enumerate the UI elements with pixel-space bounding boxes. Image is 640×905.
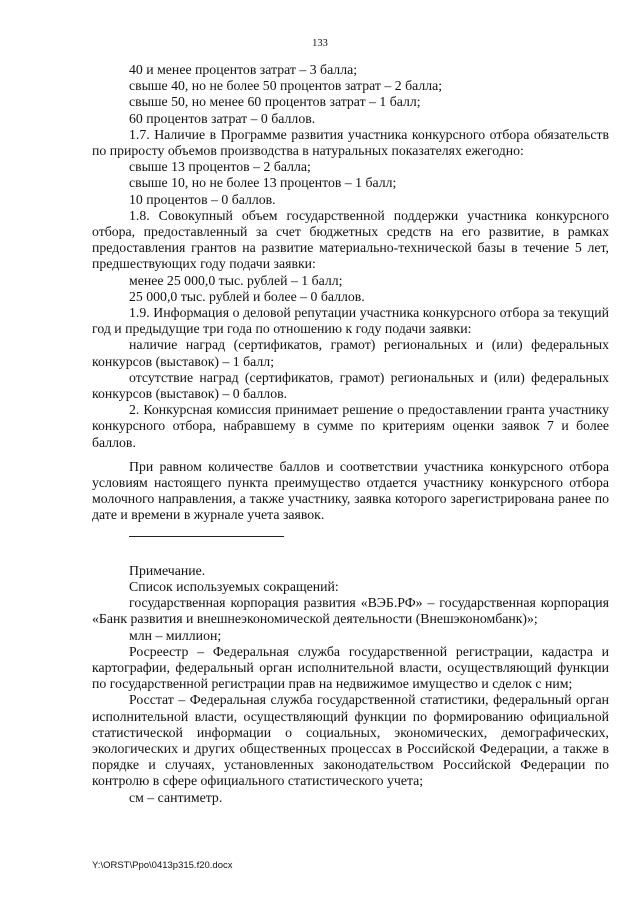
- note-section: [92, 563, 609, 806]
- criterion-heading-1-8: 1.8. Совокупный объем государственной поддержки участника конкурсного отбора, предоставленный за счет бюджетных средств на его развитие, в рамках предоставления грантов на развитие материально-технической базы в течение 5 лет, предшествующих году подачи заявки:: [92, 207, 609, 272]
- criterion-line: 60 процентов затрат – 0 баллов.: [129, 110, 316, 126]
- criterion-line: свыше 13 процентов – 2 балла;: [129, 159, 311, 175]
- abbreviation-item: Росреестр – Федеральная служба государственной регистрации, кадастра и картографии, федеральный орган исполнительной власти, осуществляющий функции по государственной регистрации прав на недвижимое имущество и сделок с ним;: [92, 643, 609, 692]
- note-title: Примечание.: [129, 562, 206, 578]
- criterion-line: 25 000,0 тыс. рублей и более – 0 баллов.: [129, 288, 365, 304]
- page-number: 133: [312, 38, 328, 49]
- abbreviation-item: см – сантиметр.: [129, 789, 223, 805]
- criterion-line: отсутствие наград (сертификатов, грамот) региональных и (или) федеральных конкурсов (выставок) – 0 баллов.: [92, 369, 609, 402]
- criterion-line: наличие наград (сертификатов, грамот) региональных и (или) федеральных конкурсов (выставок) – 1 балл;: [92, 337, 609, 369]
- abbreviation-item: государственная корпорация развития «ВЭБ.РФ» – государственная корпорация «Банк развития и внешнеэкономической деятельности (Внешэкономбанк)»;: [92, 595, 609, 627]
- separator-line: [129, 536, 284, 537]
- criterion-line: 10 процентов – 0 баллов.: [129, 191, 276, 207]
- criterion-heading-1-7: 1.7. Наличие в Программе развития участника конкурсного отбора обязательств по приросту объемов производства в натуральных показателях ежегодно:: [92, 126, 609, 159]
- abbreviation-item: млн – миллион;: [129, 627, 222, 643]
- file-path-footer: Y:\ORST\Ppo\0413p315.f20.docx: [92, 860, 233, 871]
- criterion-line: свыше 50, но менее 60 процентов затрат – 1 балл;: [129, 94, 421, 110]
- tie-break-paragraph: При равном количестве баллов и соответствии участника конкурсного отбора условиям настоящего пункта преимущество отдается участнику конкурсного отбора молочного направления, а также участнику, заявка которого зарегистрирована ранее по дате и времени в журнале учета заявок.: [92, 458, 609, 523]
- criterion-line: свыше 40, но не более 50 процентов затрат – 2 балла;: [129, 78, 443, 94]
- abbreviations-title: Список используемых сокращений:: [129, 578, 339, 594]
- criterion-line: менее 25 000,0 тыс. рублей – 1 балл;: [129, 272, 343, 288]
- abbreviation-item: Росстат – Федеральная служба государственной статистики, федеральный орган исполнительной власти, осуществляющий функции по формированию официальной статистической информации о социальных, экономических, демографических, экологических и других общественных процессах в Российской Федерации, а также в порядке и случаях, установленных законодательством Российской Федерации по контролю в сфере официального статистического учета;: [92, 692, 609, 789]
- commission-decision-paragraph: 2. Конкурсная комиссия принимает решение о предоставлении гранта участнику конкурсного отбора, набравшему в сумме по критериям оценки заявок 7 и более баллов.: [92, 402, 609, 450]
- criterion-line: 40 и менее процентов затрат – 3 балла;: [129, 62, 358, 77]
- document-body: [92, 62, 609, 806]
- criterion-line: свыше 10, но не более 13 процентов – 1 балл;: [129, 175, 397, 191]
- criterion-heading-1-9: 1.9. Информация о деловой репутации участника конкурсного отбора за текущий год и предыдущие три года по отношению к году подачи заявки:: [92, 305, 609, 337]
